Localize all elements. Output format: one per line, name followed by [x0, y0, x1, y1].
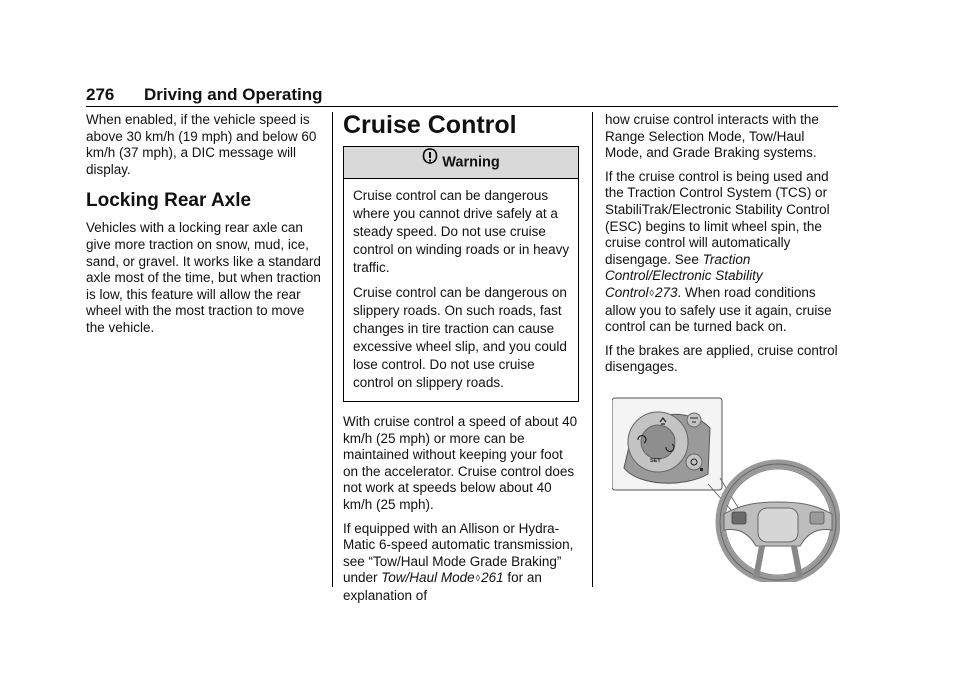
cruise-control-heading: Cruise Control	[343, 111, 517, 139]
warning-header	[344, 147, 578, 179]
page-ref-261[interactable]: 261	[481, 570, 504, 586]
cruise-switch-inset	[612, 398, 722, 490]
locking-rear-axle-heading: Locking Rear Axle	[86, 190, 252, 212]
warning-paragraph-1: Cruise control can be dangerous where you cannot drive safely at a steady speed. Do not use cruise control on winding roads or in heavy traffic.	[353, 188, 570, 275]
tow-haul-link[interactable]: Tow/Haul Mode	[381, 570, 475, 586]
locking-rear-axle-paragraph: Vehicles with a locking rear axle can give more traction on snow, mud, ice, sand, or gravel. It works like a standard axle most of the time, but when traction is low, this feature will allow the rear wheel with the most traction to move the vehicle.	[86, 220, 321, 335]
set-label: SET	[650, 458, 661, 464]
column-divider-left	[332, 112, 333, 587]
column-3	[605, 112, 839, 383]
page-ref-icon: ◊	[649, 287, 654, 298]
warning-title: Warning	[442, 154, 500, 171]
steering-wheel-illustration	[612, 396, 840, 582]
warning-box	[343, 146, 579, 402]
warning-icon	[422, 147, 438, 178]
page-ref-273[interactable]: 273	[654, 284, 678, 300]
steering-wheel	[720, 464, 836, 580]
page-number: 276	[86, 85, 115, 104]
traction-control-link[interactable]: Traction Control/Electronic Stability Control	[605, 251, 763, 300]
traction-paragraph: If the cruise control is being used and the Traction Control System (TCS) or StabiliTrak/Electronic Stability Control (ESC) begins to limit wheel spin, the cruise control will automatically disengage. See Traction Control/Electronic Stability Control◊273. When road conditions allow you to safely use it again, cruise control can be turned back on.	[605, 168, 832, 335]
header-rule	[86, 106, 838, 107]
warning-body	[344, 179, 578, 401]
section-title: Driving and Operating	[144, 85, 323, 104]
brakes-paragraph: If the brakes are applied, cruise control disengages.	[605, 342, 838, 375]
cruise-intro-paragraph: With cruise control a speed of about 40 km/h (25 mph) or more can be maintained without keeping your foot on the accelerator. Cruise control does not work at speeds below about 40 km/h (25 mph).	[343, 414, 578, 512]
allison-paragraph: If equipped with an Allison or Hydra-Matic 6-speed automatic transmission, see “Tow/Haul Mode Grade Braking” under Tow/Haul Mode◊261 for an explanation of	[343, 520, 574, 603]
page-ref-icon: ◊	[475, 573, 481, 584]
column-divider-right	[592, 112, 593, 587]
column-1	[86, 112, 322, 344]
intro-paragraph: When enabled, if the vehicle speed is above 30 km/h (19 mph) and below 60 km/h (37 mph), a DIC message will display.	[86, 112, 317, 177]
column-2	[343, 112, 581, 612]
warning-paragraph-2: Cruise control can be dangerous on slippery roads. On such roads, fast changes in tire traction can cause excessive wheel slip, and you could lose control. Do not use cruise control on slippery roads.	[353, 285, 567, 390]
range-selection-paragraph: how cruise control interacts with the Range Selection Mode, Tow/Haul Mode, and Grade Braking systems.	[605, 112, 819, 161]
page-header	[86, 84, 838, 106]
